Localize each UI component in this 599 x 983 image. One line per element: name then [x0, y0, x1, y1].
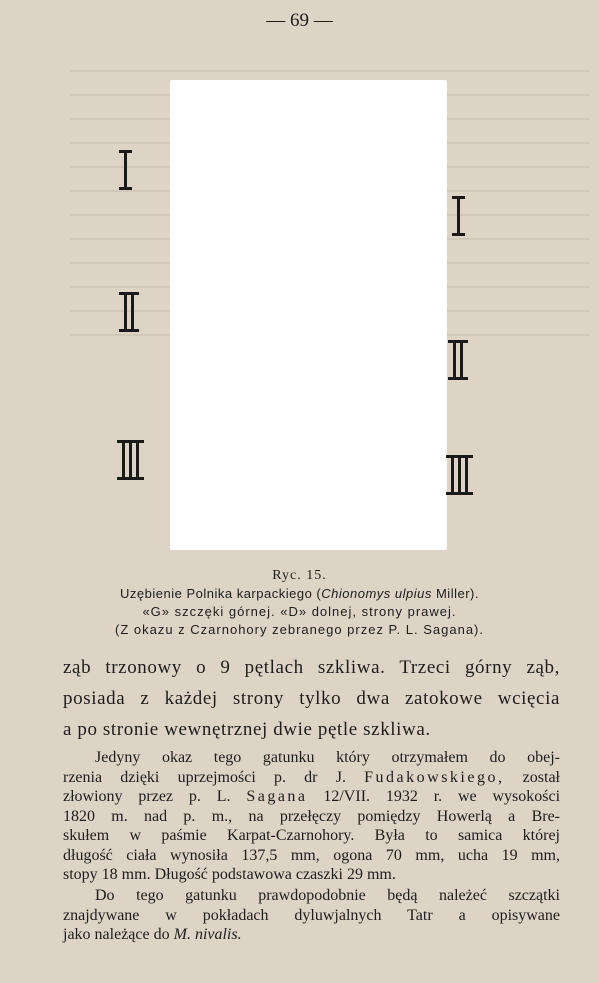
paragraph-3 [63, 886, 560, 945]
numeral-left-1 [123, 150, 128, 190]
text-line: ząb trzonowy o 9 pętlach szkliwa. Trzeci górny ząb, [63, 657, 560, 678]
numeral-right-2 [452, 340, 464, 380]
caption-species: Chionomys ulpius [321, 586, 432, 601]
text-line: posiada z każdej strony tylko dwa zatokowe wcięcia [63, 688, 560, 709]
text-line: jako należące do M. nivalis. [63, 926, 242, 943]
text-line: znajdywane w pokładach dyluwjalnych Tatr a opisywane [63, 906, 560, 924]
page-number: — 69 — [266, 10, 333, 31]
text-line: skułem w paśmie Karpat-Czarnohory. Była to samica której [63, 827, 560, 844]
name-fudakowski: Fudakowskiego, [364, 768, 505, 786]
text-line: złowiony przez p. L. Sagana 12/VII. 1932 r. we wysokości [63, 788, 561, 805]
caption-title: Uzębienie Polnika karpackiego (Chionomys ulpius Miller). [120, 586, 479, 601]
caption-subtitle: «G» szczęki górnej. «D» dolnej, strony prawej. [142, 604, 457, 619]
text-line: rzenia dzięki uprzejmości p. dr J. Fudakowskiego, został [63, 768, 560, 786]
numeral-right-1 [456, 196, 461, 236]
text-line: 1820 m. nad p. m., na przełęczy pomiędzy Howerlą a Bre- [63, 807, 560, 825]
paragraph-1 [63, 652, 560, 745]
numeral-left-2 [123, 292, 135, 332]
caption-source: (Z okazu z Czarnohory zebranego przez P. L. Sagana). [115, 622, 484, 637]
text-line: Jedyny okaz tego gatunku który otrzymałem do obej- [95, 749, 560, 766]
species-nivalis: M. nivalis. [173, 926, 242, 943]
figure-label: Ryc. 15. [272, 568, 327, 583]
text-line: stopy 18 mm. Długość podstawowa czaszki 29 mm. [63, 866, 396, 883]
numeral-left-3 [121, 440, 140, 480]
text-line: Do tego gatunku prawdopodobnie będą należeć szczątki [95, 887, 560, 904]
text-line: długość ciała wynosiła 137,5 mm, ogona 70 mm, ucha 19 mm, [63, 846, 560, 864]
numeral-right-3 [450, 455, 469, 495]
name-sagan: Sagana [246, 788, 308, 805]
text-line: a po stronie wewnętrznej dwie pętle szkliwa. [63, 719, 431, 740]
paragraph-2 [63, 748, 560, 885]
figure-plate [170, 80, 447, 550]
